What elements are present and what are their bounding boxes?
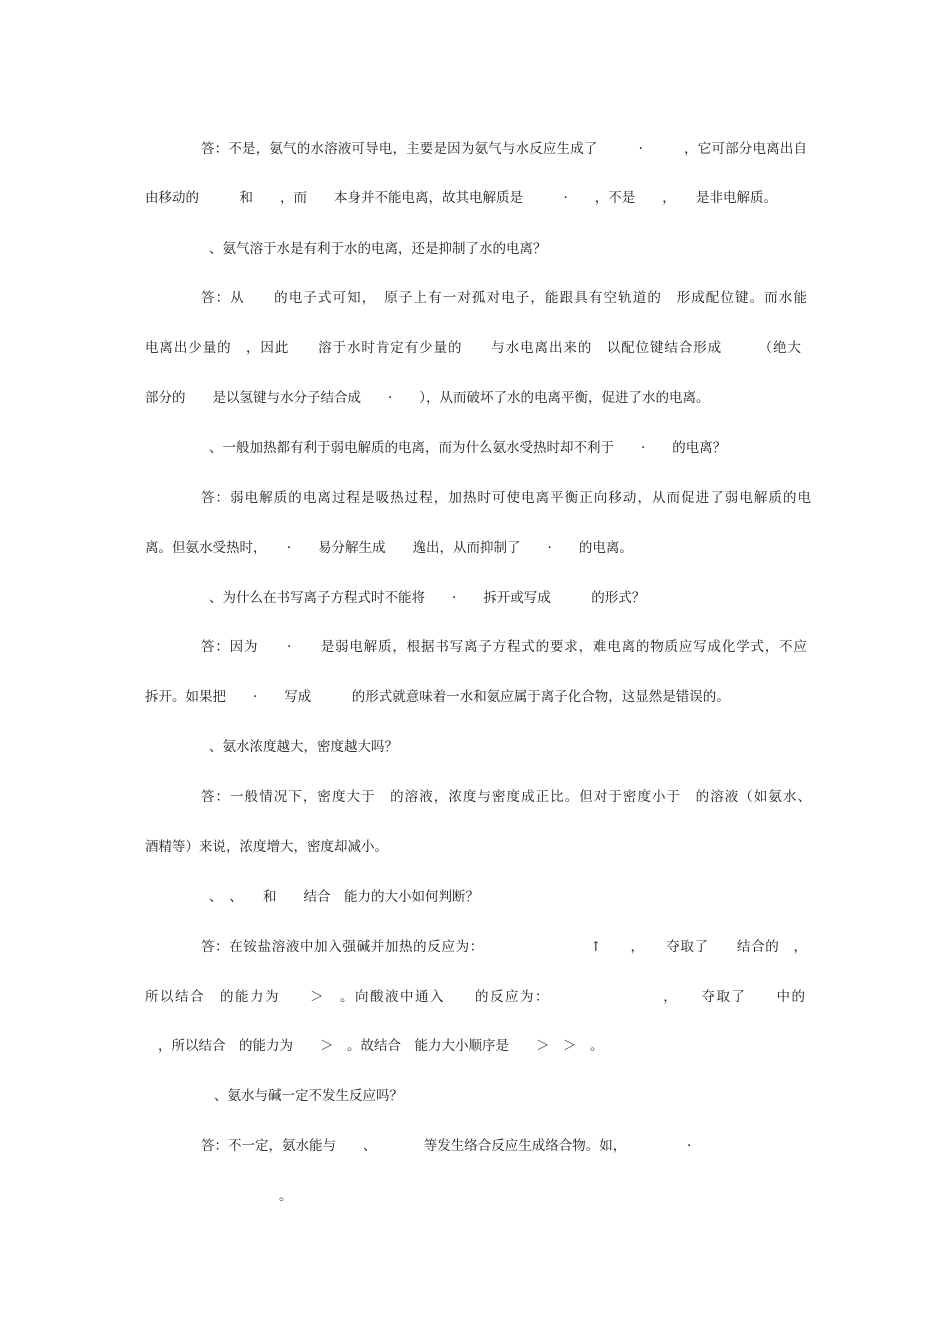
text-line: 答：不是，氨气的水溶液可导电，主要是因为氨气与水反应生成了 · ，它可部分电离出自	[201, 141, 807, 157]
text-line: 电离出少量的 ，因此 溶于水时肯定有少量的 与水电离出来的 以配位键结合形成 （绝大	[145, 340, 801, 356]
question-heading: 、氨水与碱一定不发生反应吗？	[214, 1088, 403, 1104]
text-line: 答：在铵盐溶液中加入强碱并加热的反应为： ↑ ， 夺取了 结合的 ，	[201, 939, 807, 955]
text-line: 酒精等）来说，浓度增大，密度却减小。	[145, 839, 388, 855]
text-line: 答：一般情况下，密度大于 的溶液，浓度与密度成正比。但对于密度小于 的溶液（如氨水、	[201, 789, 811, 805]
text-line: 。	[279, 1188, 293, 1204]
text-line: 所以结合 的能力为 ＞ 。向酸液中通入 的反应为： ， 夺取了 中的	[145, 989, 805, 1005]
text-line: 答：不一定，氨水能与 、 等发生络合反应生成络合物。如， ·	[201, 1138, 692, 1154]
question-heading: 、 、 和 结合 能力的大小如何判断？	[209, 889, 479, 905]
text-line: ，所以结合 的能力为 ＞ 。故结合 能力大小顺序是 ＞ ＞ 。	[158, 1038, 604, 1054]
text-line: 拆开。如果把 · 写成 的形式就意味着一水和氨应属于离子化合物，这显然是错误的。	[145, 689, 730, 705]
question-heading: 、为什么在书写离子方程式时不能将 · 拆开或写成 的形式？	[209, 590, 646, 606]
text-line: 答：因为 · 是弱电解质，根据书写离子方程式的要求，难电离的物质应写成化学式，不应	[201, 639, 807, 655]
text-line: 部分的 是以氢键与水分子结合成 · ），从而破坏了水的电离平衡，促进了水的电离。	[145, 390, 710, 406]
text-line: 答：弱电解质的电离过程是吸热过程，加热时可使电离平衡正向移动，从而促进了弱电解质的电	[201, 490, 811, 506]
question-heading: 、一般加热都有利于弱电解质的电离，而为什么氨水受热时却不利于 · 的电离？	[209, 440, 727, 456]
text-line: 由移动的 和 ，而 本身并不能电离，故其电解质是 · ，不是 ， 是非电解质。	[145, 190, 778, 206]
text-line: 答：从 的电子式可知， 原子上有一对孤对电子，能跟具有空轨道的 形成配位键。而水能	[201, 290, 807, 306]
text-line: 离。但氨水受热时， · 易分解生成 逸出，从而抑制了 · 的电离。	[145, 540, 633, 556]
question-heading: 、氨气溶于水是有利于水的电离，还是抑制了水的电离？	[209, 241, 547, 257]
question-heading: 、氨水浓度越大，密度越大吗？	[209, 739, 398, 755]
